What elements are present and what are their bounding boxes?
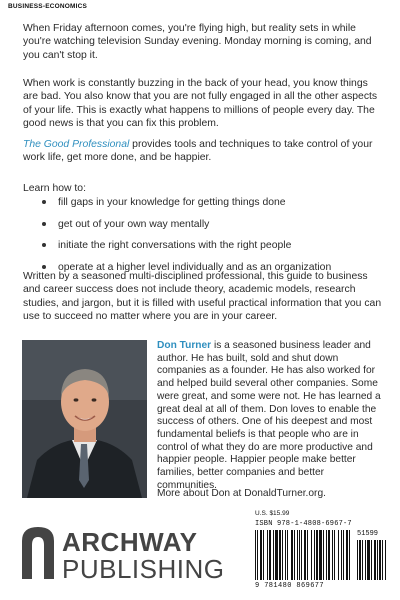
barcode-bar	[307, 530, 308, 580]
barcode-bar	[334, 530, 335, 580]
publisher-name-line2: PUBLISHING	[62, 554, 225, 584]
barcode-bar	[294, 530, 295, 580]
publisher-name-line1: ARCHWAY	[62, 527, 198, 557]
price-addon-code: 51599	[357, 530, 379, 538]
barcode-bar	[297, 530, 298, 580]
barcode-bar	[362, 540, 363, 580]
barcode-digits: 9 781480 869677	[255, 582, 325, 590]
bullet-icon	[42, 222, 46, 226]
barcode-bar	[346, 530, 348, 580]
barcode-bar	[326, 530, 327, 580]
barcode-bar	[377, 540, 378, 580]
book-title: The Good Professional	[23, 139, 130, 150]
barcode-bar	[301, 530, 302, 580]
barcode-bar	[357, 540, 358, 580]
bullet-icon	[42, 243, 46, 247]
barcode-bar	[287, 530, 288, 580]
barcode-bar	[382, 540, 383, 580]
barcode-bar	[311, 530, 312, 580]
author-bio-text: is a seasoned business leader and author. He has built, sold and shut down companies as a founder. He has also worked for and helped build several other companies. Some were great, and some were not. He has learned a great deal at all of them. Don loves to enable the success of others. One of his deepest and most fundamental beliefs is that people who are in control of what they do are more productive and happier people. Happier people make better families, better companies and better communities.	[157, 340, 381, 491]
barcode-bar	[263, 530, 264, 580]
barcode-bar	[299, 530, 300, 580]
barcode-bar	[349, 530, 350, 580]
list-item-text: operate at a higher level individually and as an organization	[58, 261, 332, 273]
barcode-bar	[285, 530, 286, 580]
barcode-bar	[273, 530, 274, 580]
book-pitch-paragraph	[23, 138, 383, 165]
barcode-bar	[255, 530, 256, 580]
author-website-line: More about Don at DonaldTurner.org.	[157, 488, 326, 499]
learn-intro: Learn how to:	[23, 183, 86, 194]
bullet-icon	[42, 200, 46, 204]
list-item-text: fill gaps in your knowledge for getting things done	[58, 197, 286, 208]
barcode-bar	[328, 530, 330, 580]
category-label: BUSINESS-ECONOMICS	[8, 3, 88, 10]
barcode-bar	[374, 540, 376, 580]
barcode-bar	[371, 540, 372, 580]
price-label: U.S. $15.99	[255, 510, 290, 517]
barcode-bar	[338, 530, 339, 580]
barcode-bar	[359, 540, 361, 580]
list-item-text: get out of your own way mentally	[58, 218, 210, 230]
barcode-bar	[314, 530, 315, 580]
book-pitch-text: provides tools and techniques to take control of your work life, get more done, and be happier.	[23, 139, 373, 164]
barcode-block	[255, 510, 390, 592]
price-addon-barcode	[357, 540, 389, 582]
author-photo	[22, 340, 147, 498]
isbn-label: ISBN 978-1-4808-6967-7	[255, 520, 352, 528]
barcode-bar	[282, 530, 283, 580]
list-item	[40, 239, 370, 252]
archway-icon	[22, 527, 54, 579]
barcode-bar	[332, 530, 333, 580]
list-item	[40, 218, 370, 231]
barcode-bar	[367, 540, 370, 580]
problem-paragraph: When work is constantly buzzing in the back of your head, you know things are bad. You also know that you are not fully engaged in all the other aspects of your life. This is exactly what happens to millions of people every day. The good news is that you can fix this problem.	[23, 78, 378, 129]
list-item	[40, 196, 370, 209]
list-item-text: initiate the right conversations with the right people	[58, 240, 292, 251]
publisher-logo	[22, 527, 225, 584]
barcode-bar	[279, 530, 281, 580]
barcode-bar	[319, 530, 322, 580]
barcode-bar	[341, 530, 342, 580]
barcode-bar	[379, 540, 381, 580]
barcode-bar	[316, 530, 318, 580]
barcode-bar	[260, 530, 262, 580]
bullet-icon	[42, 265, 46, 269]
barcode-bar	[304, 530, 306, 580]
isbn-barcode	[255, 530, 353, 582]
author-bio	[157, 340, 385, 492]
barcode-bar	[323, 530, 324, 580]
barcode-bar	[291, 530, 293, 580]
barcode-bar	[267, 530, 268, 580]
author-name: Don Turner	[157, 340, 212, 351]
barcode-bar	[343, 530, 344, 580]
barcode-bar	[365, 540, 366, 580]
intro-paragraph: When Friday afternoon comes, you're flying high, but reality sets in while you're watching television Sunday evening. Monday morning is coming, and you can't stop it.	[23, 23, 372, 61]
barcode-bar	[385, 540, 386, 580]
barcode-bar	[257, 530, 258, 580]
barcode-bar	[275, 530, 278, 580]
barcode-bar	[269, 530, 271, 580]
author-credentials-paragraph: Written by a seasoned multi-disciplined professional, this guide to business and career success does not include theory, academic models, research studies, and jargon, but it is filled with useful practical information that you can use to succeed no matter where you are in your career.	[23, 271, 382, 322]
